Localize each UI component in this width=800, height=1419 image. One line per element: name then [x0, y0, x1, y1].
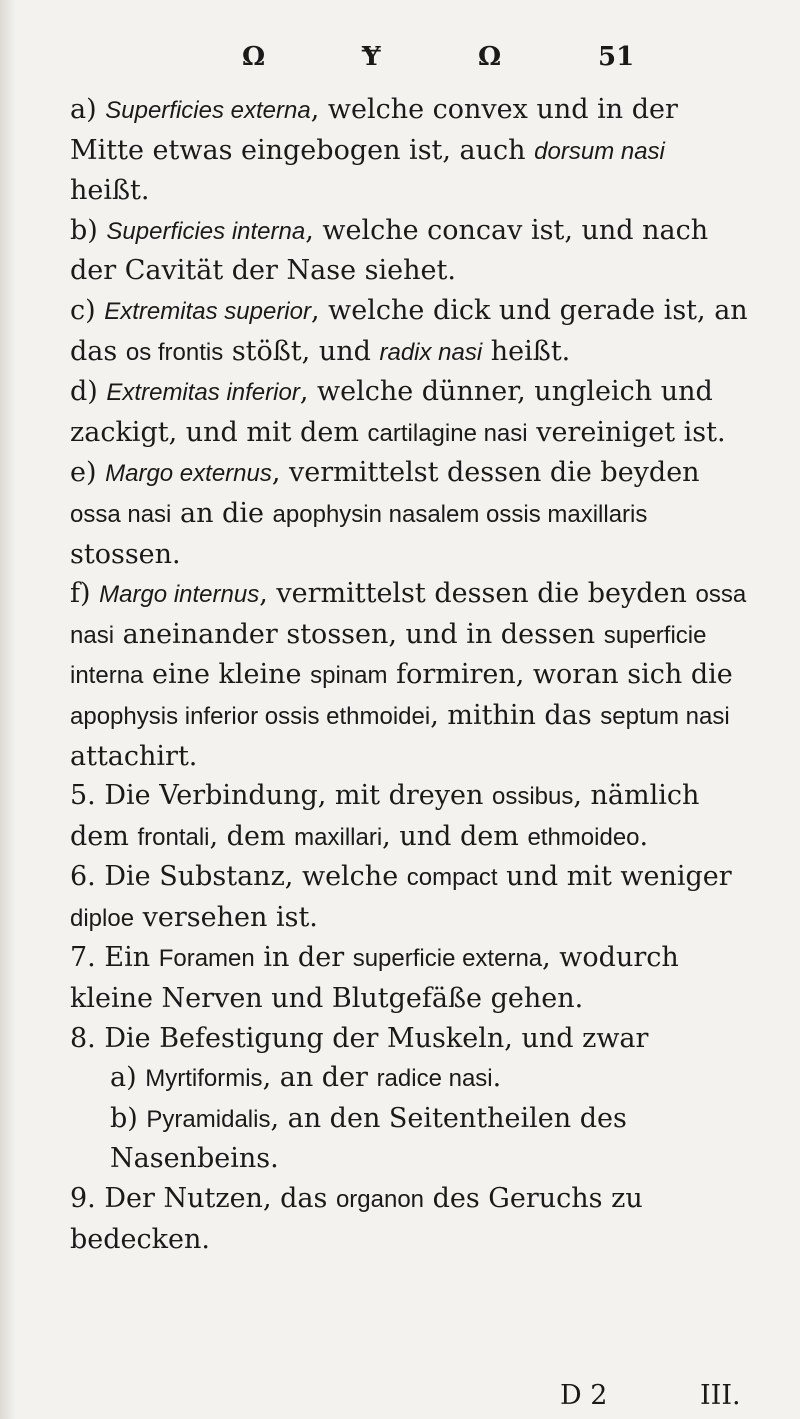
latin-term: radice nasi [376, 1065, 493, 1093]
latin-term: Superficies interna [106, 217, 306, 245]
latin-term: Myrtiformis [145, 1065, 263, 1093]
item-text: , dem [209, 820, 286, 852]
latin-term: Margo internus [99, 581, 260, 609]
item-7 [70, 938, 750, 1018]
entry-e [70, 453, 750, 574]
entry-text: , welche dünner, ungleich und zackigt, und mit dem [70, 376, 713, 448]
latin-term: superficie externa [352, 945, 543, 973]
entry-c [70, 291, 750, 372]
page-footer [110, 1380, 750, 1416]
page-body [70, 90, 750, 1259]
catchword: III. [700, 1380, 741, 1411]
page-number: 51 [598, 42, 635, 72]
item-text: in der [263, 942, 345, 974]
item-text: versehen ist. [142, 901, 318, 933]
latin-term: Margo externus [105, 460, 272, 488]
entry-text: formiren, woran sich die [396, 659, 733, 691]
entry-label: b) [110, 1102, 138, 1134]
signature-mark-left: Ω [242, 42, 266, 72]
item-8 [70, 1019, 750, 1059]
latin-term: frontali [137, 823, 210, 851]
entry-d [70, 372, 750, 453]
latin-term: ethmoideo [527, 823, 640, 851]
latin-term: organon [335, 1186, 425, 1214]
item-number: 8. [70, 1022, 96, 1054]
item-text: , nämlich dem [70, 780, 700, 852]
entry-label: d) [70, 376, 98, 408]
latin-term: spinam [310, 662, 388, 690]
entry-label: e) [70, 457, 97, 489]
item-text: . [639, 820, 649, 852]
entry-label: b) [70, 214, 98, 246]
latin-term: compact [406, 864, 498, 892]
entry-text: eine kleine [151, 659, 302, 691]
item-text: , welche [284, 861, 399, 893]
item-6 [70, 857, 750, 938]
item-text: , an der [262, 1062, 368, 1094]
item-number: 6. [70, 861, 96, 893]
item-text: , das [262, 1183, 328, 1215]
latin-term: cartilagine nasi [367, 419, 528, 447]
entry-text: , mithin das [430, 699, 592, 731]
latin-term: ossa nasi [70, 500, 172, 528]
latin-term: Pyramidalis [146, 1105, 271, 1133]
item-heading: Ein [104, 942, 151, 974]
entry-b [70, 211, 750, 291]
signature-mark-right: Ω [478, 42, 502, 72]
latin-term: Extremitas inferior [106, 379, 300, 407]
item-text: und mit weniger [506, 861, 732, 893]
item-5 [70, 776, 750, 857]
entry-text: , welche convex und in der Mitte etwas eingebogen ist, auch [70, 94, 678, 166]
item-text: , und zwar [504, 1022, 649, 1054]
item-9 [70, 1179, 750, 1259]
latin-term: Foramen [158, 945, 255, 973]
entry-text: , vermittelst dessen die beyden [259, 578, 687, 610]
entry-label: f) [70, 578, 91, 610]
latin-term: radix nasi [379, 338, 483, 366]
item-text: , und dem [382, 820, 519, 852]
signature-mark: D 2 [560, 1380, 608, 1411]
muscle-b [70, 1099, 750, 1179]
entry-text: , vermittelst dessen die beyden [271, 457, 700, 489]
latin-term: Superficies externa [105, 97, 311, 124]
item-number: 7. [70, 942, 96, 974]
item-text: , mit dreyen [317, 780, 484, 812]
entry-label: c) [70, 294, 96, 326]
entry-a [70, 90, 750, 211]
entry-text: attachirt. [70, 740, 198, 772]
item-number: 9. [70, 1183, 96, 1215]
item-number: 5. [70, 780, 96, 812]
latin-term: os frontis [125, 338, 224, 366]
entry-f [70, 574, 750, 776]
entry-text: stößt, und [231, 335, 371, 367]
latin-term: diploe [70, 904, 135, 932]
item-heading: Der Nutzen [104, 1183, 263, 1215]
signature-mark-mid: Ɏ [362, 42, 381, 72]
muscle-a [70, 1058, 750, 1099]
entry-text: , welche dick und gerade ist, an das [70, 294, 748, 367]
item-text: des Geruchs zu bedecken. [70, 1183, 643, 1255]
latin-term: apophysis inferior ossis ethmoidei [70, 702, 431, 730]
item-text: , an den Seitentheilen des Nasenbeins. [110, 1102, 627, 1175]
item-text: , wodurch kleine Nerven und Blutgefäße gehen. [70, 942, 679, 1015]
entry-label: a) [70, 94, 97, 125]
item-heading: Die Befestigung der Muskeln [104, 1022, 505, 1054]
entry-text: aneinander stossen, und in dessen [122, 618, 596, 650]
entry-text: vereiniget ist. [536, 416, 726, 448]
latin-term: ossa nasi [70, 581, 747, 649]
latin-term: superficie interna [70, 621, 707, 690]
page-gutter-shadow [0, 0, 16, 1419]
entry-text: stossen. [70, 538, 181, 570]
entry-text: heißt. [490, 335, 571, 367]
latin-term: ossibus [492, 783, 574, 811]
latin-term: dorsum nasi [534, 137, 665, 165]
entry-text: heißt. [70, 175, 150, 207]
latin-term: apophysin nasalem ossis maxillaris [272, 500, 648, 528]
latin-term: septum nasi [600, 702, 730, 730]
latin-term: Extremitas superior [104, 297, 311, 325]
entry-label: a) [110, 1062, 137, 1094]
item-heading: Die Verbindung [104, 780, 318, 812]
latin-term: maxillari [294, 823, 383, 851]
item-heading: Die Substanz [104, 861, 285, 893]
entry-text: , welche concav ist, und nach der Cavität der Nase siehet. [70, 214, 709, 287]
running-header [0, 42, 800, 82]
item-text: . [492, 1062, 502, 1094]
entry-text: an die [179, 497, 264, 529]
